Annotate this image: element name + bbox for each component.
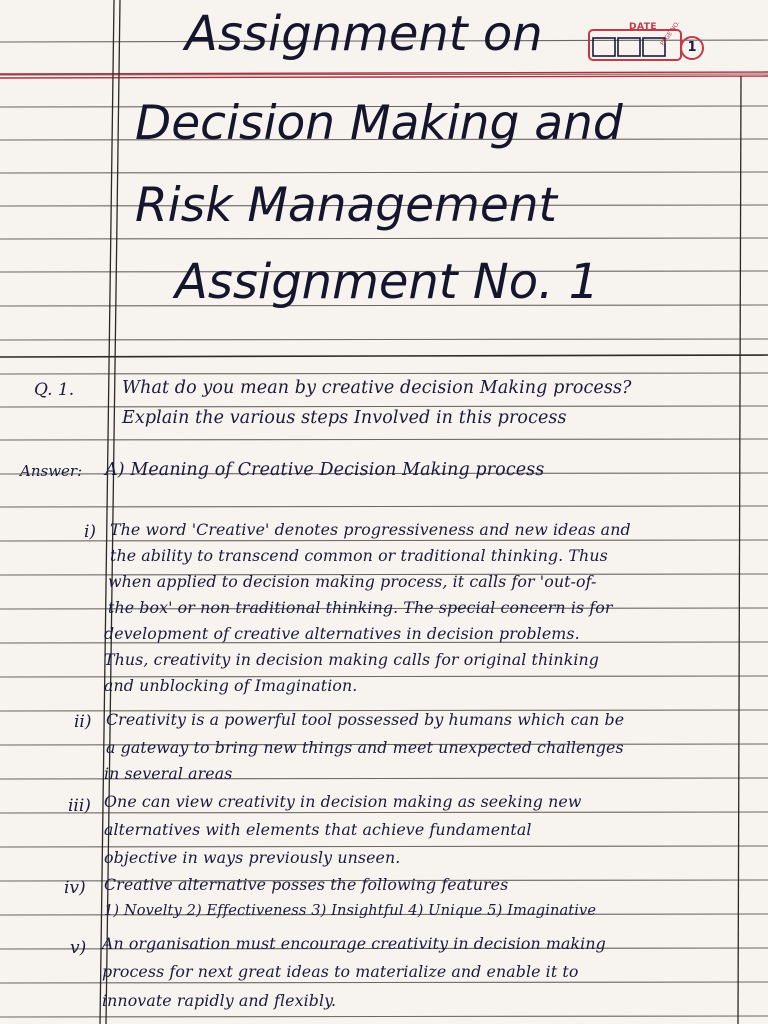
date-label: DATE: [629, 22, 658, 32]
point-1-line-1: The word 'Creative' denotes progressiveness and new ideas and: [110, 520, 631, 539]
point-marker-3: iii): [68, 796, 91, 816]
point-marker-2: ii): [74, 712, 92, 732]
point-3-line-3: objective in ways previously unseen.: [104, 848, 401, 867]
question-line-2: Explain the various steps Involved in this process: [122, 408, 567, 428]
point-4-line-2: 1) Novelty 2) Effectiveness 3) Insightful 4) Unique 5) Imaginative: [104, 902, 597, 919]
question-label: Q. 1.: [34, 380, 75, 400]
point-marker-4: iv): [64, 878, 86, 898]
point-2-line-2: a gateway to bring new things and meet unexpected challenges: [106, 738, 624, 757]
page-number: 1: [680, 36, 704, 60]
point-1-line-6: Thus, creativity in decision making calls for original thinking: [104, 650, 600, 669]
title-line-3: Risk Management: [135, 178, 557, 233]
point-1-line-3: when applied to decision making process, it calls for 'out-of-: [108, 572, 597, 591]
point-1-line-4: the box' or non traditional thinking. The special concern is for: [108, 598, 613, 617]
point-4-line-1: Creative alternative posses the following features: [104, 875, 509, 894]
point-3-line-2: alternatives with elements that achieve fundamental: [104, 820, 532, 839]
point-2-line-1: Creativity is a powerful tool possessed by humans which can be: [106, 710, 625, 729]
point-5-line-3: innovate rapidly and flexibly.: [102, 991, 337, 1010]
point-3-line-1: One can view creativity in decision making as seeking new: [104, 792, 582, 811]
date-stamp: [583, 19, 708, 68]
point-1-line-7: and unblocking of Imagination.: [104, 676, 358, 695]
point-5-line-2: process for next great ideas to materialize and enable it to: [102, 962, 579, 981]
title-line-2: Decision Making and: [135, 96, 623, 151]
point-2-line-3: in several areas: [104, 764, 233, 783]
answer-label: Answer:: [20, 462, 83, 480]
title-line-1: Assignment on: [185, 6, 543, 62]
answer-heading: A) Meaning of Creative Decision Making process: [105, 460, 545, 480]
point-marker-1: i): [84, 522, 97, 542]
title-line-4: Assignment No. 1: [175, 254, 600, 310]
question-line-1: What do you mean by creative decision Making process?: [122, 378, 632, 398]
point-1-line-2: the ability to transcend common or traditional thinking. Thus: [110, 546, 608, 565]
page-no-label: PAGE NO.: [658, 19, 681, 48]
point-5-line-1: An organisation must encourage creativity in decision making: [102, 934, 606, 953]
point-marker-5: v): [70, 938, 87, 958]
point-1-line-5: development of creative alternatives in decision problems.: [104, 624, 580, 643]
